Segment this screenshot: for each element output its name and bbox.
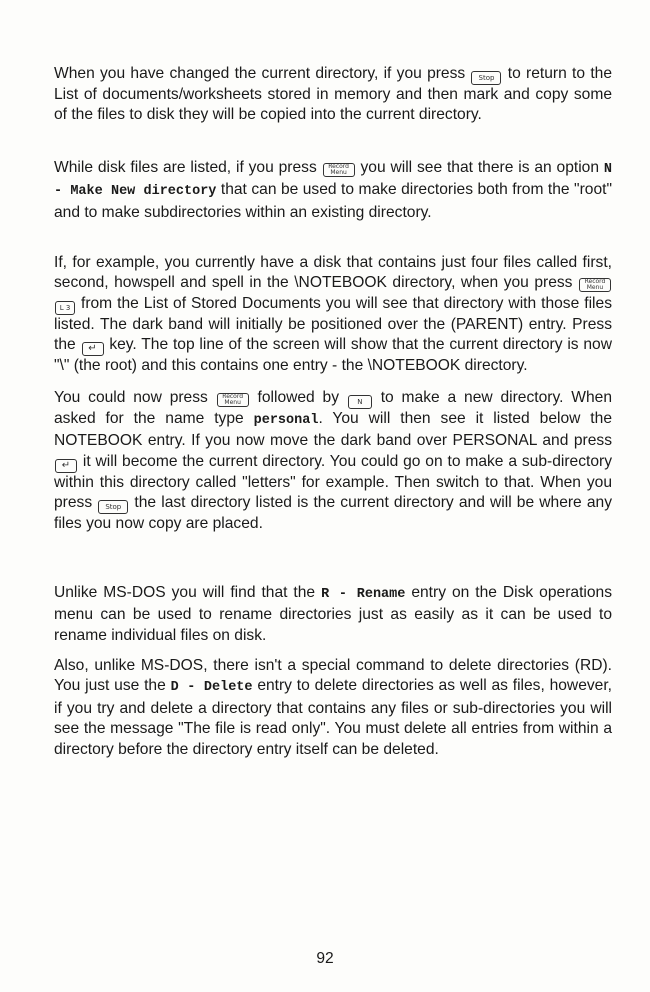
command-personal: personal [253,413,319,428]
text: entry on the Disk operations menu can be used to rename directories just as easily as it can be used to rename individual files on disk. [54,584,613,644]
paragraph-return-to-list [54,64,612,126]
n-key-icon: N [348,395,372,409]
text: to return to the List of documents/worksheets stored in memory and then mark and copy some of the files to disk they will be copied into the current directory. [54,65,612,124]
menu-key-bottom-label: Menu [224,399,241,406]
menu-key-top-label: Record [328,162,349,170]
text: While disk files are listed, if you press [54,159,317,176]
text: you will see that there is an option [360,159,600,176]
menu-key-top-label: Record [584,277,606,285]
menu-key-bottom-label: Menu [330,169,347,176]
paragraph-delete [54,656,612,760]
paragraph-example [54,253,612,377]
text: entry to delete directories as well as files, however, if you try and delete a directory that contains any files or sub-directories you will see the message "The file is read only". You must delete all entries from within a directory before the directory entry itself can be deleted. [54,677,612,758]
menu-key-icon [323,163,355,177]
text: it will become the current directory. You could go on to make a sub-directory within this directory called "letters" for example. Then switch to that. When you press [54,452,612,512]
l3-key-icon: L 3 [55,301,75,315]
text: to make a new directory. When asked for the name type [54,389,612,427]
text: followed by [257,389,340,406]
menu-key-bottom-label: Menu [586,284,604,292]
paragraph-make-new-directory [54,158,612,223]
text: key. The top line of the screen will show that the current directory is now "\" (the root) and this contains one entry - the \NOTEBOOK directory. [54,336,612,375]
command-make-new-directory: N - Make New directory [54,162,612,200]
text: . You will then see it listed below the NOTEBOOK entry. If you now move the dark band over PERSONAL and press [54,410,612,450]
text: from the List of Stored Documents you will see that directory with those files listed. The dark band will initially be positioned over the (PARENT) entry. Press the [54,294,612,354]
paragraph-new-directory-steps [54,388,612,535]
menu-key-top-label: Record [222,392,244,400]
text: that can be used to make directories both from the "root" and to make subdirectories within an existing directory. [54,181,612,221]
menu-key-icon [579,278,611,292]
paragraph-rename [54,583,612,646]
text: If, for example, you currently have a disk that contains just four files called first, second, howspell and spell in the \NOTEBOOK directory, when you press [54,254,612,292]
enter-key-icon: ↵ [55,459,77,473]
command-delete: D - Delete [170,680,253,696]
text: Unlike MS-DOS you will find that the [54,584,316,601]
text: Also, unlike MS-DOS, there isn't a special command to delete directories (RD). You just use the [54,657,612,695]
stop-key-icon: Stop [471,71,501,85]
text: When you have changed the current directory, if you press [54,65,466,82]
stop-key-icon: Stop [98,500,128,514]
enter-key-icon: ↵ [82,342,104,356]
text: You could now press [54,389,208,406]
page-number: 92 [316,950,334,967]
text: the last directory listed is the current directory and will be where any files you now copy are placed. [54,494,612,533]
menu-key-icon [217,393,249,407]
command-rename: R - Rename [321,587,406,602]
